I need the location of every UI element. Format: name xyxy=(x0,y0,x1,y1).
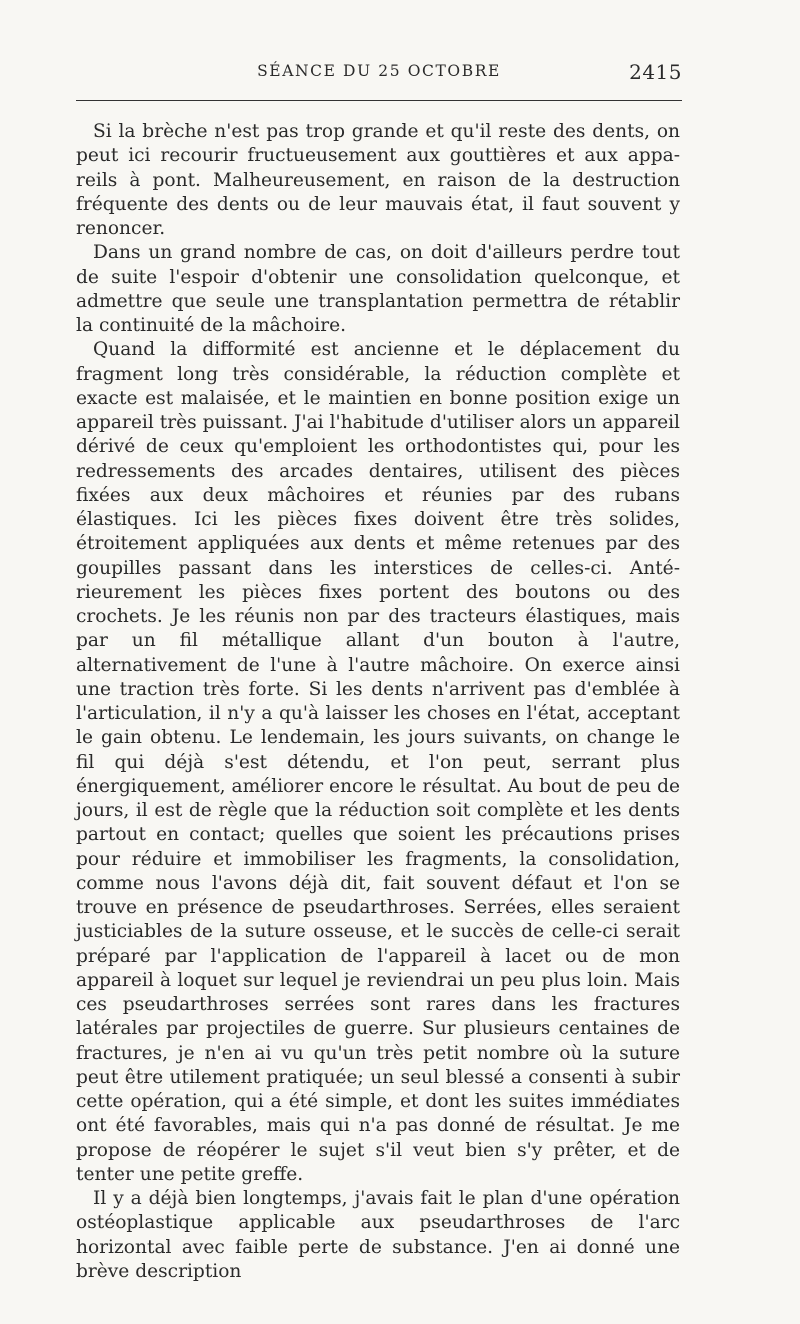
page-number: 2415 xyxy=(629,60,682,84)
paragraph: Dans un grand nombre de cas, on doit d'ailleurs perdre tout de suite l'espoir d'obtenir une consolidation quelconque, et admettre que seule une transplantation permettra de rétablir la continuité de la mâchoire. xyxy=(76,242,680,336)
running-title: SÉANCE DU 25 OCTOBRE xyxy=(257,62,501,80)
running-head xyxy=(76,62,682,90)
paragraph: Il y a déjà bien longtemps, j'avais fait le plan d'une opération ostéoplastique applicable aux pseudarthroses de l'arc horizontal avec faible perte de substance. J'en ai donné une brève description xyxy=(76,1188,680,1282)
header-rule xyxy=(76,100,682,101)
body-text xyxy=(76,120,680,1284)
paragraph: Si la brèche n'est pas trop grande et qu'il reste des dents, on peut ici recourir fructueusement aux gouttières et aux appareils à pont. Malheureusement, en raison de la destruction fréquente des dents ou de leur mauvais état, il faut souvent y renoncer. xyxy=(76,121,680,239)
paragraph: Quand la difformité est ancienne et le déplacement du fragment long très considérable, la réduction complète et exacte est malaisée, et le maintien en bonne position exige un appareil très puissant. J'ai l'habitude d'utiliser alors un appareil dérivé de ceux qu'emploient les orthodontistes qui, pour les redressements des arcades dentaires, utilisent des pièces fixées aux deux mâchoires et réunies par des rubans élastiques. Ici les pièces fixes doivent être très solides, étroitement appliquées aux dents et même retenues par des goupilles passant dans les interstices de celles-ci. Antérieurement les pièces fixes portent des boutons ou des crochets. Je les réunis non par des tracteurs élastiques, mais par un fil métallique allant d'un bouton à l'autre, alternativement de l'une à l'autre mâchoire. On exerce ainsi une traction très forte. Si les dents n'arrivent pas d'emblée à l'articulation, il n'y a qu'à laisser les choses en l'état, acceptant le gain obtenu. Le lendemain, les jours suivants, on change le fil qui déjà s'est détendu, et l'on peut, serrant plus énergiquement, améliorer encore le résultat. Au bout de peu de jours, il est de règle que la réduction soit complète et les dents partout en contact; quelles que soient les précautions prises pour réduire et immobiliser les fragments, la consolidation, comme nous l'avons déjà dit, fait souvent défaut et l'on se trouve en présence de pseudarthroses. Serrées, elles seraient justiciables de la suture osseuse, et le succès de celle-ci serait préparé par l'application de l'appareil à lacet ou de mon appareil à loquet sur lequel je reviendrai un peu plus loin. Mais ces pseudarthroses serrées sont rares dans les fractures latérales par projectiles de guerre. Sur plusieurs centaines de fractures, je n'en ai vu qu'un très petit nombre où la suture peut être utilement pratiquée; un seul blessé a consenti à subir cette opération, qui a été simple, et dont les suites immédiates ont été favorables, mais qui n'a pas donné de résultat. Je me propose de réopérer le sujet s'il veut bien s'y prêter, et de tenter une petite greffe. xyxy=(76,339,680,1185)
